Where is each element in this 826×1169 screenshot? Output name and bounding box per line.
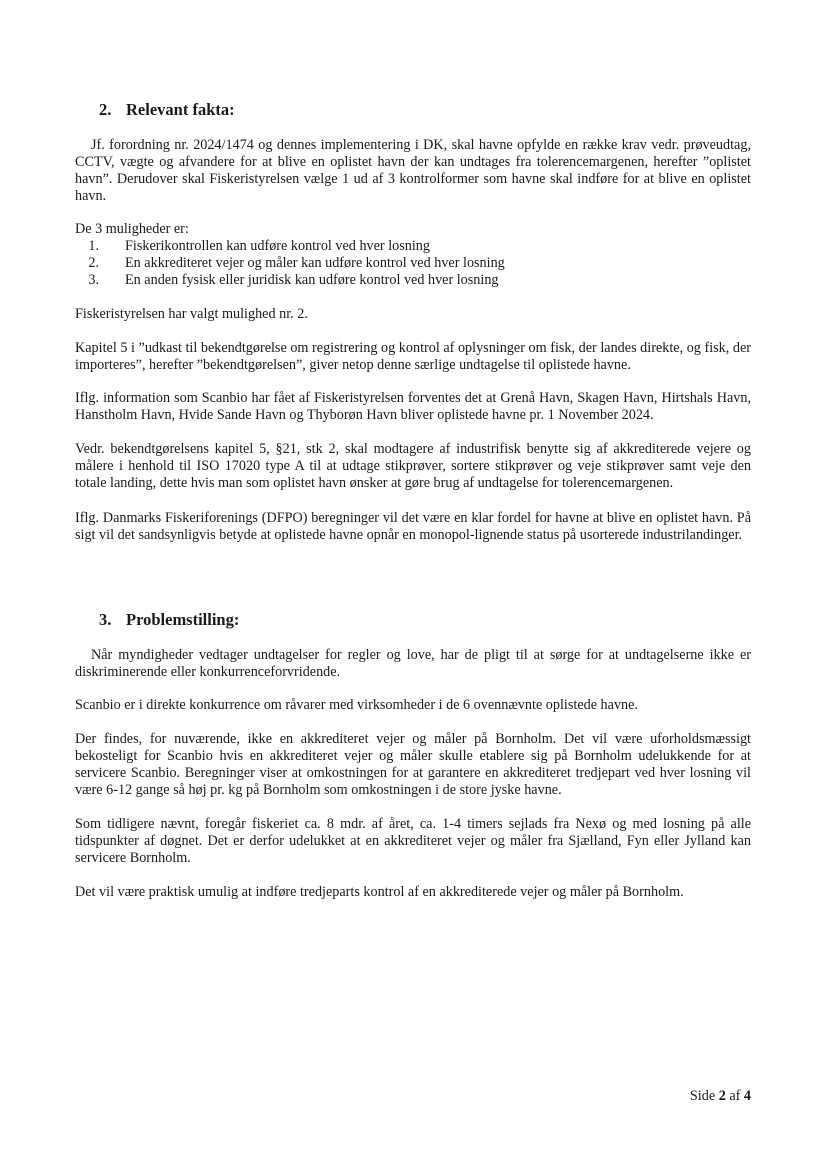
paragraph: Fiskeristyrelsen har valgt mulighed nr. 2. — [75, 306, 308, 322]
list-item — [75, 272, 505, 289]
section-title: Problemstilling: — [126, 610, 240, 629]
paragraph: Kapitel 5 i ”udkast til bekendtgørelse om registrering og kontrol af oplysninger om fisk, der landes direkte, og fisk, der importeres”, herefter ”bekendtgørelsen”, giver netop denne særlige undtagelse til oplistede havne. — [75, 340, 751, 373]
paragraph: Som tidligere nævnt, foregår fiskeriet ca. 8 mdr. af året, ca. 1-4 timers sejlads fra Nexø og med losning på alle tidspunkter af døgnet. Det er derfor udelukket at en akkrediteret vejer og måler fra Sjælland, Fyn eller Jylland kan servicere Bornholm. — [75, 816, 751, 866]
list-text: En akkrediteret vejer og måler kan udføre kontrol ved hver losning — [125, 255, 505, 271]
list-number: 1. — [88, 238, 99, 254]
paragraph: Når myndigheder vedtager undtagelser for regler og love, har de pligt til at sørge for at undtagelserne ikke er diskriminerende eller konkurrenceforvridende. — [75, 647, 751, 680]
page-number: 2 — [718, 1088, 726, 1104]
paragraph: Iflg. Danmarks Fiskeriforenings (DFPO) beregninger vil det være en klar fordel for havne at blive en oplistet havn. På sigt vil det sandsynligvis betyde at oplistede havne opnår en monopol-lignende status på usorterede industrilandinger. — [75, 510, 751, 543]
list-number: 2. — [88, 255, 99, 271]
paragraph: Vedr. bekendtgørelsens kapitel 5, §21, stk 2, skal modtagere af industrifisk benytte sig af akkrediterede vejere og målere i henhold til ISO 17020 type A til at udtage stikprøver, sortere stikprøver og veje stikprøver samt veje den totale landing, dette hvis man som oplistet havn ønsker at gøre brug af undtagelse for tolerencemargenen. — [75, 441, 751, 491]
paragraph: Jf. forordning nr. 2024/1474 og dennes implementering i DK, skal havne opfylde en række krav vedr. prøveudtag, CCTV, vægte og afvandere for at blive en oplistet havn der kan undtages fra tolerencemargenen, herefter ”oplistet havn”. Derudover skal Fiskeristyrelsen vælge 1 ud af 3 kontrolformer som havne skal indføre for at blive en oplistet havn. — [75, 137, 751, 204]
footer-prefix: Side — [689, 1088, 716, 1104]
paragraph: Der findes, for nuværende, ikke en akkrediteret vejer og måler på Bornholm. Det vil være uforholdsmæssigt bekosteligt for Scanbio hvis en akkrediteret vejer og måler skulle etablere sig på Bornholm udelukkende for at servicere Scanbio. Beregninger viser at omkostningen for at garantere en akkrediteret tredjepart ved hver losning vil være 6-12 gange så høj pr. kg på Bornholm som omkostningen i de store jyske havne. — [75, 731, 751, 798]
section-number: 3. — [99, 610, 112, 629]
paragraph: Det vil være praktisk umulig at indføre tredjeparts kontrol af en akkrediterede vejer og måler på Bornholm. — [75, 884, 684, 900]
list-text: Fiskerikontrollen kan udføre kontrol ved hver losning — [125, 238, 430, 254]
list-item — [75, 238, 505, 255]
section-heading — [99, 611, 239, 628]
section-heading — [99, 101, 235, 118]
section-number: 2. — [99, 100, 112, 119]
list-item — [75, 255, 505, 272]
list-intro: De 3 muligheder er: — [75, 221, 189, 237]
section-title: Relevant fakta: — [126, 100, 235, 119]
footer-separator: af — [729, 1088, 741, 1104]
page-total: 4 — [743, 1088, 751, 1104]
options-list — [75, 238, 505, 289]
page-footer — [690, 1088, 751, 1105]
list-number: 3. — [88, 272, 99, 288]
list-text: En anden fysisk eller juridisk kan udføre kontrol ved hver losning — [125, 272, 499, 288]
paragraph: Iflg. information som Scanbio har fået af Fiskeristyrelsen forventes det at Grenå Havn, Skagen Havn, Hirtshals Havn, Hanstholm Havn, Hvide Sande Havn og Thyborøn Havn bliver oplistede havne pr. 1 November 2024. — [75, 390, 751, 423]
paragraph: Scanbio er i direkte konkurrence om råvarer med virksomheder i de 6 ovennævnte oplistede havne. — [75, 697, 638, 713]
